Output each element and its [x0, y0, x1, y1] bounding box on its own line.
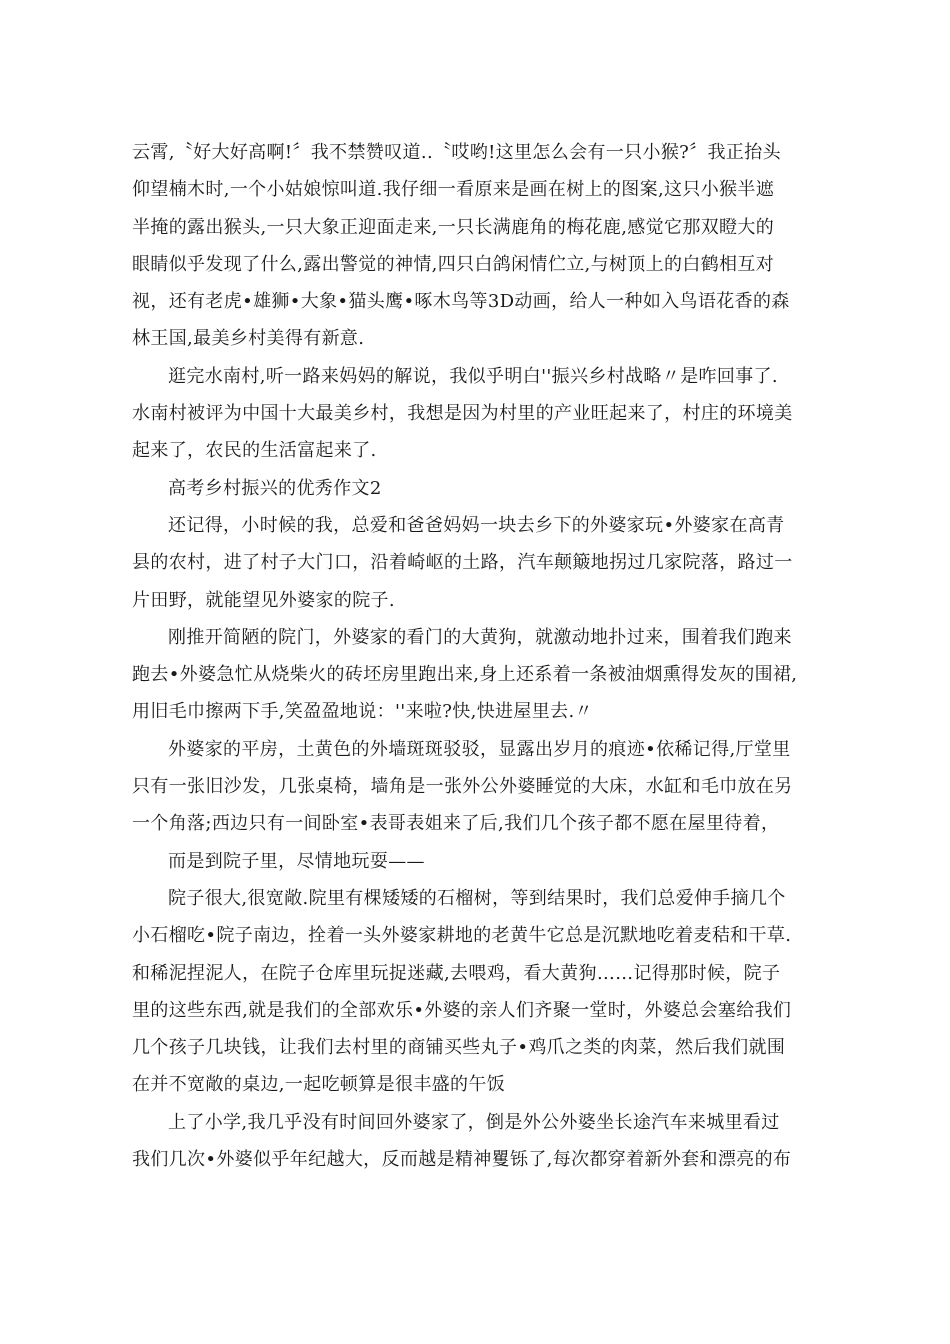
text-line: 视，还有老虎•雄狮•大象•猫头鹰•啄木鸟等3D动画，给人一种如入鸟语花香的森: [132, 291, 790, 313]
text-line: 小石榴吃•院子南边，拴着一头外婆家耕地的老黄牛它总是沉默地吃着麦秸和干草.: [132, 925, 792, 947]
text-line: 里的这些东西,就是我们的全部欢乐•外婆的亲人们齐聚一堂时，外婆总会塞给我们: [132, 999, 792, 1021]
text-line: 上了小学,我几乎没有时间回外婆家了，倒是外公外婆坐长途汽车来城里看过: [168, 1111, 780, 1133]
text-line: 逛完水南村,听一路来妈妈的解说，我似乎明白''振兴乡村战略〃是咋回事了.: [168, 365, 778, 387]
text-line: 一个角落;西边只有一间卧室•表哥表姐来了后,我们几个孩子都不愿在屋里待着，: [132, 813, 780, 835]
text-line: 水南村被评为中国十大最美乡村，我想是因为村里的产业旺起来了，村庄的环境美: [132, 403, 793, 425]
text-line: 在并不宽敞的桌边,一起吃顿算是很丰盛的午饭: [132, 1074, 506, 1096]
document-body: [132, 134, 832, 1178]
text-line: 跑去•外婆急忙从烧柴火的砖坯房里跑出来,身上还系着一条被油烟熏得发灰的围裙,: [132, 664, 798, 686]
text-line: 眼睛似乎发现了什么,露出警觉的神情,四只白鸽闲情伫立,与树顶上的白鹤相互对: [132, 253, 775, 275]
text-line: 几个孩子几块钱，让我们去村里的商铺买些丸子•鸡爪之类的肉菜，然后我们就围: [132, 1037, 786, 1059]
text-line: 云霄,〝好大好高啊!〞我不禁赞叹道..〝哎哟!这里怎么会有一只小猴?〞我正抬头: [132, 142, 781, 163]
text-line: 高考乡村振兴的优秀作文2: [168, 477, 382, 499]
text-line: 我们几次•外婆似乎年纪越大，反而越是精神矍铄了,每次都穿着新外套和漂亮的布: [132, 1149, 792, 1171]
text-line: 刚推开简陋的院门，外婆家的看门的大黄狗，就激动地扑过来，围着我们跑来: [168, 626, 792, 648]
text-line: 还记得，小时候的我，总爱和爸爸妈妈一块去乡下的外婆家玩•外婆家在高青: [168, 514, 785, 536]
text-line: 片田野，就能望见外婆家的院子.: [132, 589, 395, 611]
text-line: 半掩的露出猴头,一只大象正迎面走来,一只长满鹿角的梅花鹿,感觉它那双瞪大的: [132, 216, 775, 238]
text-line: 林王国,最美乡村美得有新意.: [132, 328, 365, 350]
text-line: 用旧毛巾擦两下手,笑盈盈地说：''来啦?快,快进屋里去.〃: [132, 701, 593, 723]
text-line: 仰望楠木时,一个小姑娘惊叫道.我仔细一看原来是画在树上的图案,这只小猴半遮: [132, 179, 775, 201]
text-line: 县的农村，进了村子大门口，沿着崎岖的土路，汽车颠簸地拐过几家院落，路过一: [132, 552, 793, 574]
text-line: 起来了，农民的生活富起来了.: [132, 440, 377, 462]
text-line: 院子很大,很宽敞.院里有棵矮矮的石榴树，等到结果时，我们总爱伸手摘几个: [168, 887, 786, 909]
text-line: 而是到院子里，尽情地玩耍——: [168, 850, 425, 872]
text-line: 外婆家的平房，土黄色的外墙斑斑驳驳，显露出岁月的痕迹•依稀记得,厅堂里: [168, 738, 791, 760]
text-line: 只有一张旧沙发，几张桌椅，墙角是一张外公外婆睡觉的大床，水缸和毛巾放在另: [132, 776, 793, 798]
text-line: 和稀泥捏泥人，在院子仓库里玩捉迷藏,去喂鸡，看大黄狗……记得那时候，院子: [132, 962, 781, 984]
